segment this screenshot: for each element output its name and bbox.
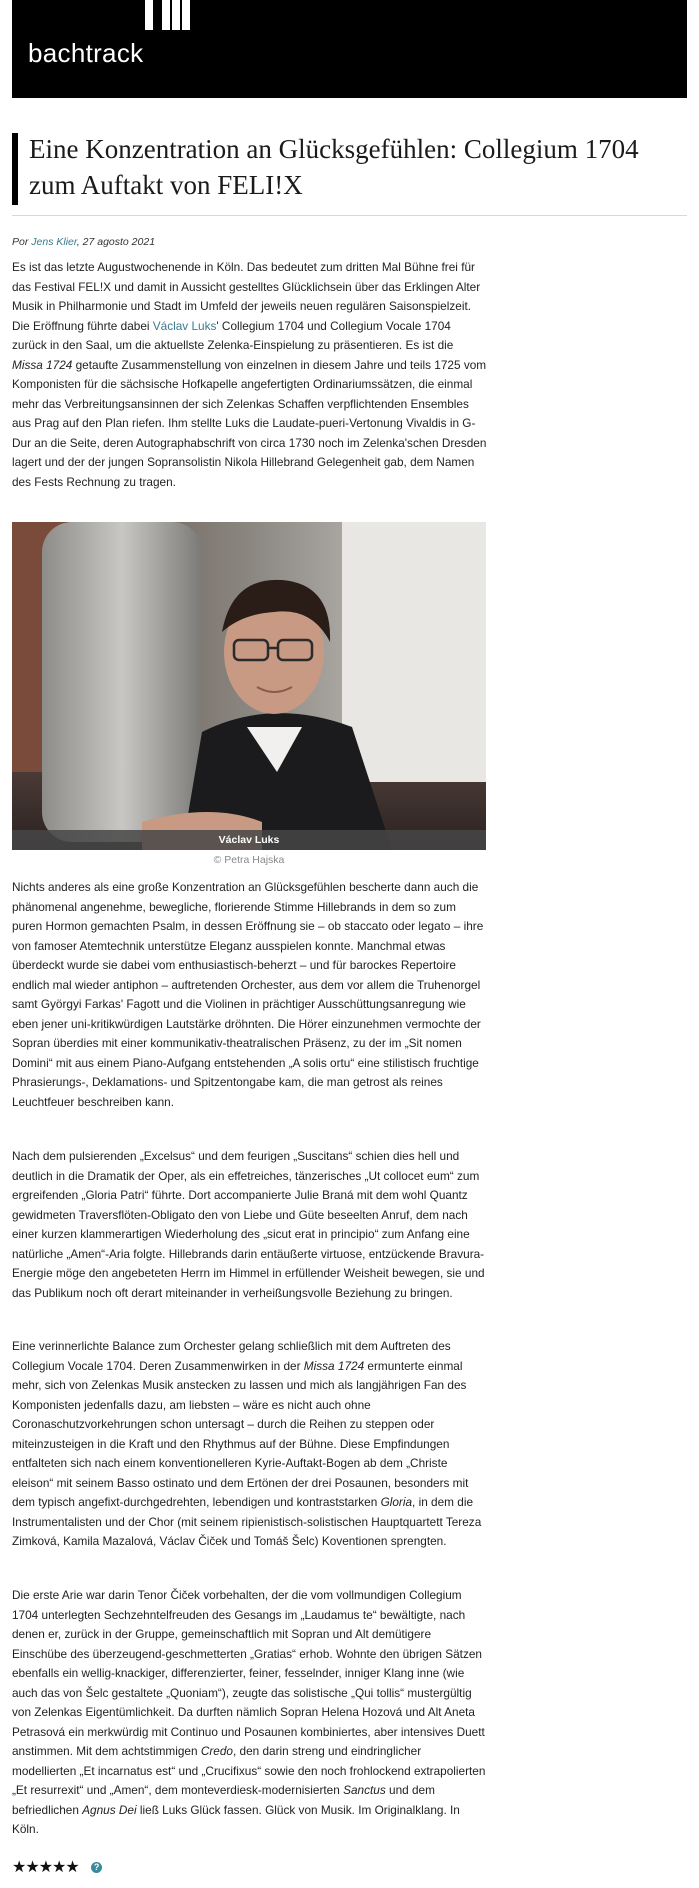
rating-help-icon[interactable]: ? bbox=[91, 1862, 102, 1873]
text-span: getaufte Zusammenstellung von einzelnen in diesem Jahre und teils 1725 vom Komponisten für die sächsische Hofkapelle angefertigten Ordinariumssätzen, die einmal mehr das Verbreitungsansinnen der sich Zelenkas Schaffen verpflichtenden Ensembles aus Prag auf den Plan riefen. Ihm stellte Luks die Laudate-pueri-Vertonung Vivaldis in G-Dur an die Seite, deren Autographabschrift von circa 1730 noch im Zelenka'schen Dresden lagert und der der jungen Sopransolistin Nikola Hillebrand Gelegenheit gab, dem Namen des Fests Rechnung zu tragen. bbox=[12, 357, 487, 489]
work-title: Missa 1724 bbox=[12, 357, 73, 372]
byline bbox=[12, 236, 155, 248]
work-title: Missa 1724 bbox=[303, 1358, 365, 1373]
site-header bbox=[12, 0, 687, 98]
article-paragraph-5 bbox=[12, 1586, 487, 1840]
text-span: , den darin streng und eindringlicher modellierten „Et incarnatus est“ und „Crucifixus“ sowie den noch frohlockend extrapolierten „Et resurrexit“ und „Amen“, dem monteverdiesk-modernisierten bbox=[12, 1744, 486, 1797]
work-title: Agnus Dei bbox=[82, 1802, 137, 1817]
text-span: Die erste Arie war darin Tenor Čiček vorbehalten, der die vom vollmundigen Collegium 1704 unterlegten Sechzehntelfreuden des Gesangs im „Laudamus te“ bewältigte, nach denen er, zurück in der Gruppe, gemeinschaftlich mit Sopran und Alt demütigere Einschübe des überzeugend-geschmetterten „Gratias“ erhob. Wohnte den übrigen Sätzen ebenfalls ein wellig-knackiger, differenzierter, feiner, fesselnder, inniger Klang inne (wie auch das von Šelc gestaltete „Quoniam“), zeugte das solistische „Qui tollis“ mustergültig von Zelenkas Eigentümlichkeit. Da durften nämlich Sopran Helena Hozová und Alt Aneta Petrasová ein merkwürdig mit Continuo und Posaunen kombiniertes, aber intensives Duett anstimmen. Mit dem achtstimmigen bbox=[12, 1588, 485, 1758]
text-span: ermunterte einmal mehr, sich von Zelenkas Musik anstecken zu lassen und mich als langjährigen Fan des Komponisten jedenfalls dazu, am liebsten – wäre es nicht auch ohne Coronaschutzvorkehrungen schon untersagt – durch die Reihen zu steppen oder miteinzusteigen in die Kraft und den Rhythmus auf der Bühne. Diese Empfindungen entfalteten sich nach einem konventionelleren Kyrie-Auftakt-Bogen ab dem „Christe eleison“ mit seinem Basso ostinato und dem Ertönen der drei Posaunen, besonders mit dem typisch angefixt-durchgedrehten, lebendigen und kontraststarken bbox=[12, 1358, 469, 1509]
portrait-illustration bbox=[12, 522, 486, 850]
text-span: Eine verinnerlichte Balance zum Orchester gelang schließlich mit dem Auftreten des Collegium Vocale 1704. Deren Zusammenwirken in der bbox=[12, 1339, 451, 1373]
photo-credit: © Petra Hajska bbox=[213, 854, 285, 866]
photo-caption: Václav Luks bbox=[12, 830, 486, 850]
article-title: Eine Konzentration an Glücksgefühlen: Collegium 1704 zum Auftakt von FELI!X bbox=[29, 134, 639, 200]
work-title: Gloria bbox=[380, 1495, 413, 1509]
rating-stars: ★★★★★ bbox=[12, 1859, 79, 1876]
byline-prefix: Por bbox=[12, 236, 29, 248]
text-span: , in dem die Instrumentalisten und der Chor (mit seinem ripienistisch-solistischen Hauptquartett Tereza Zimková, Kamila Mazalová, Václav Čiček und Tomáš Šelc) Koventionen sprengten. bbox=[12, 1495, 482, 1548]
title-accent-bar bbox=[12, 133, 18, 205]
artist-link[interactable]: Václav Luks bbox=[152, 318, 217, 333]
star-rating bbox=[12, 1857, 102, 1877]
article-paragraph-2: Nichts anderes als eine große Konzentration an Glücksgefühlen bescherte dann auch die phänomenal angenehme, bewegliche, florierende Stimme Hillebrands in dem so zum puren Hormon gemachten Psalm, in dessen Eröffnung sie – ob staccato oder legato – ihre von famoser Atemtechnik unterstütze Eleganz ausspielen konnte. Manchmal etwas überdeckt wurde sie dabei vom enthusiastisch-beherzt – und für barockes Repertoire endlich mal wieder antiphon – auftretenden Orchester, aus dem vor allem die Truhenorgel samt Györgyi Farkas' Fagott und die Violinen in prächtiger Ausschüttungsanregung wie eben jener uni-kritikwürdigen Lautstärke dröhnten. Die Hörer einzunehmen vermochte der Sopran überdies mit einer kommunikativ-theatralischen Präsenz, zu der im „Sit nomen Domini“ mit aus einem Piano-Aufgang entstehenden „A solis ortu“ eine stilistisch fruchtige Phrasierungs-, Deklamations- und Spitzentongabe kam, die man getrost als reines Leuchtfeuer beschreiben kann. bbox=[12, 880, 484, 1109]
author-link[interactable]: Jens Klier bbox=[31, 236, 77, 248]
work-title: Sanctus bbox=[343, 1783, 386, 1797]
work-title: Credo bbox=[200, 1744, 233, 1758]
article-paragraph-4 bbox=[12, 1337, 487, 1552]
text-span: ' Collegium 1704 und Collegium Vocale 1704 zurück in den Saal, um die aktuellste Zelenka-Einspielung zu präsentieren. Es ist die bbox=[12, 318, 454, 352]
byline-date: , 27 agosto 2021 bbox=[76, 236, 156, 248]
article-paragraph-3: Nach dem pulsierenden „Excelsus“ und dem feurigen „Suscitans“ schien dies hell und deutlich in die Dramatik der Oper, als ein effetreiches, tänzerisches „Ut collocet eum“ zum ergreifenden „Gloria Patri“ führte. Dort accompanierte Julie Braná mit dem wohl Quantz gewidmeten Traversflöten-Obligato den von Liebe und Güte beseelten Anruf, dem nach einer kurzen klammerartigen Wiederholung des „sicut erat in principio“ zum Anfang eine natürliche „Amen“-Aria folgte. Hillebrands darin entäußerte virtuose, entzückende Bravura-Energie möge den angebeteten Herrn im Himmel in erfüllender Weisheit bewegen, sie und das Publikum noch oft derart miteinander in verheißungsvolle Beziehung zu bringen. bbox=[12, 1149, 485, 1300]
text-span: Es ist das letzte Augustwochenende in Köln. Das bedeutet zum dritten Mal Bühne frei für das Festival FEL!X und damit in Aussicht gestelltes Glücklichsein über das Erklingen Alter Musik in Philharmonie und Stadt im Umfeld der jeweils neuen regulären Saisonspielzeit. Die Eröffnung führte dabei bbox=[12, 260, 481, 333]
article-paragraph-1 bbox=[12, 258, 487, 492]
site-logo[interactable]: bachtrack bbox=[28, 38, 144, 68]
article-title-block bbox=[12, 131, 687, 216]
text-span: und dem befriedlichen bbox=[12, 1783, 435, 1817]
text-span: ließ Luks Glück fassen. Glück von Musik. Im Originalklang. In Köln. bbox=[12, 1802, 460, 1836]
article-photo bbox=[12, 522, 486, 850]
